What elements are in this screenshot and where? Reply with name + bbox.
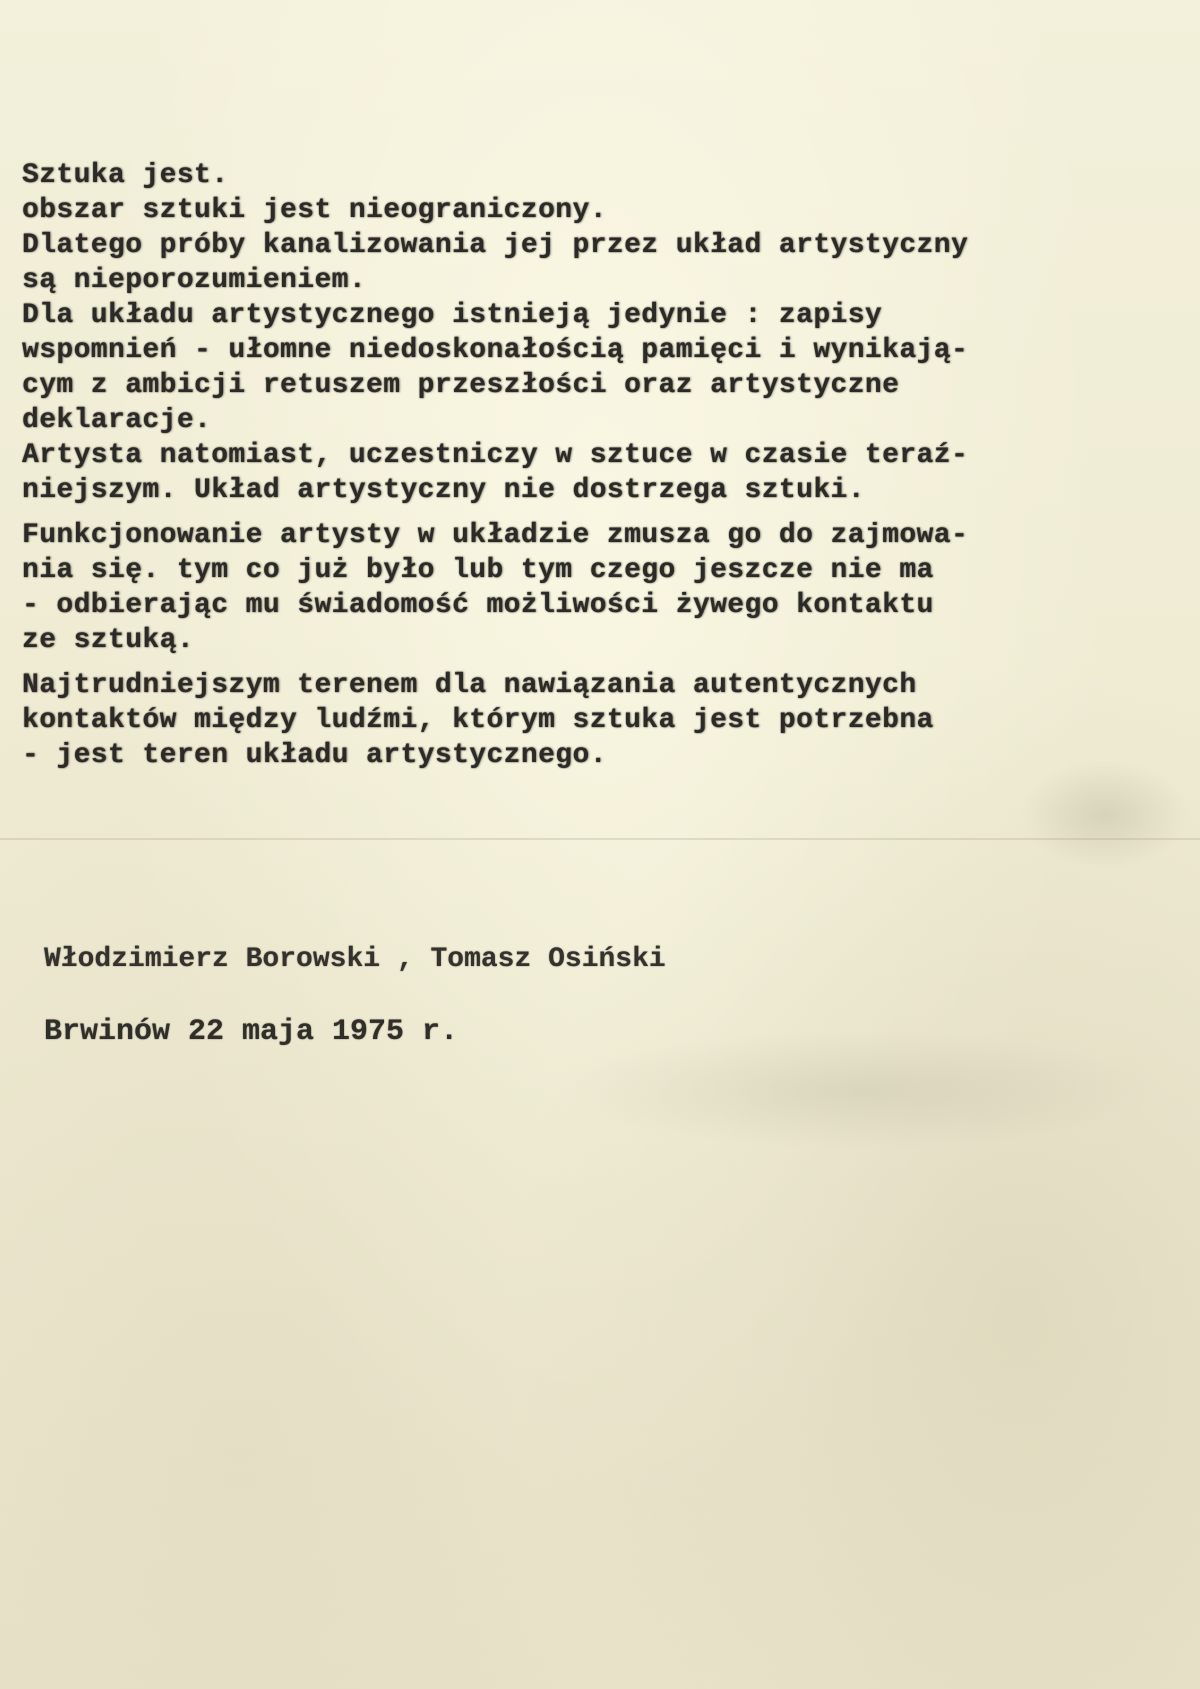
text-line: Artysta natomiast, uczestniczy w sztuce w czasie teraź-: [22, 440, 969, 471]
text-line: nia się. tym co już było lub tym czego jeszcze nie ma: [22, 555, 934, 586]
text-line: ze sztuką.: [22, 625, 195, 656]
place-date-line: Brwinów 22 maja 1975 r.: [44, 1015, 459, 1049]
paragraph-2: [22, 518, 1182, 658]
signature-line: Włodzimierz Borowski , Tomasz Osiński: [44, 944, 666, 975]
text-line: cym z ambicji retuszem przeszłości oraz artystyczne: [22, 370, 900, 401]
text-line: Najtrudniejszym terenem dla nawiązania autentycznych: [22, 670, 917, 701]
text-line: Dlatego próby kanalizowania jej przez układ artystyczny: [22, 230, 969, 261]
text-line: Funkcjonowanie artysty w układzie zmusza go do zajmowa-: [22, 520, 969, 551]
text-line: Sztuka jest.: [22, 160, 229, 191]
text-line: kontaktów między ludźmi, którym sztuka jest potrzebna: [22, 705, 934, 736]
paragraph-1: [22, 158, 1182, 508]
text-line: wspomnień - ułomne niedoskonałością pamięci i wynikają-: [22, 335, 969, 366]
text-line: obszar sztuki jest nieograniczony.: [22, 195, 607, 226]
text-line: - jest teren układu artystycznego.: [22, 740, 607, 771]
typed-text-body: [22, 158, 1182, 783]
text-line: deklaracje.: [22, 405, 212, 436]
paper-stain: [560, 1030, 1160, 1150]
text-line: są nieporozumieniem.: [22, 265, 367, 296]
text-line: Dla układu artystycznego istnieją jedynie : zapisy: [22, 300, 883, 331]
paragraph-3: [22, 668, 1182, 773]
text-line: - odbierając mu świadomość możliwości żywego kontaktu: [22, 590, 934, 621]
text-line: niejszym. Układ artystyczny nie dostrzega sztuki.: [22, 475, 865, 506]
